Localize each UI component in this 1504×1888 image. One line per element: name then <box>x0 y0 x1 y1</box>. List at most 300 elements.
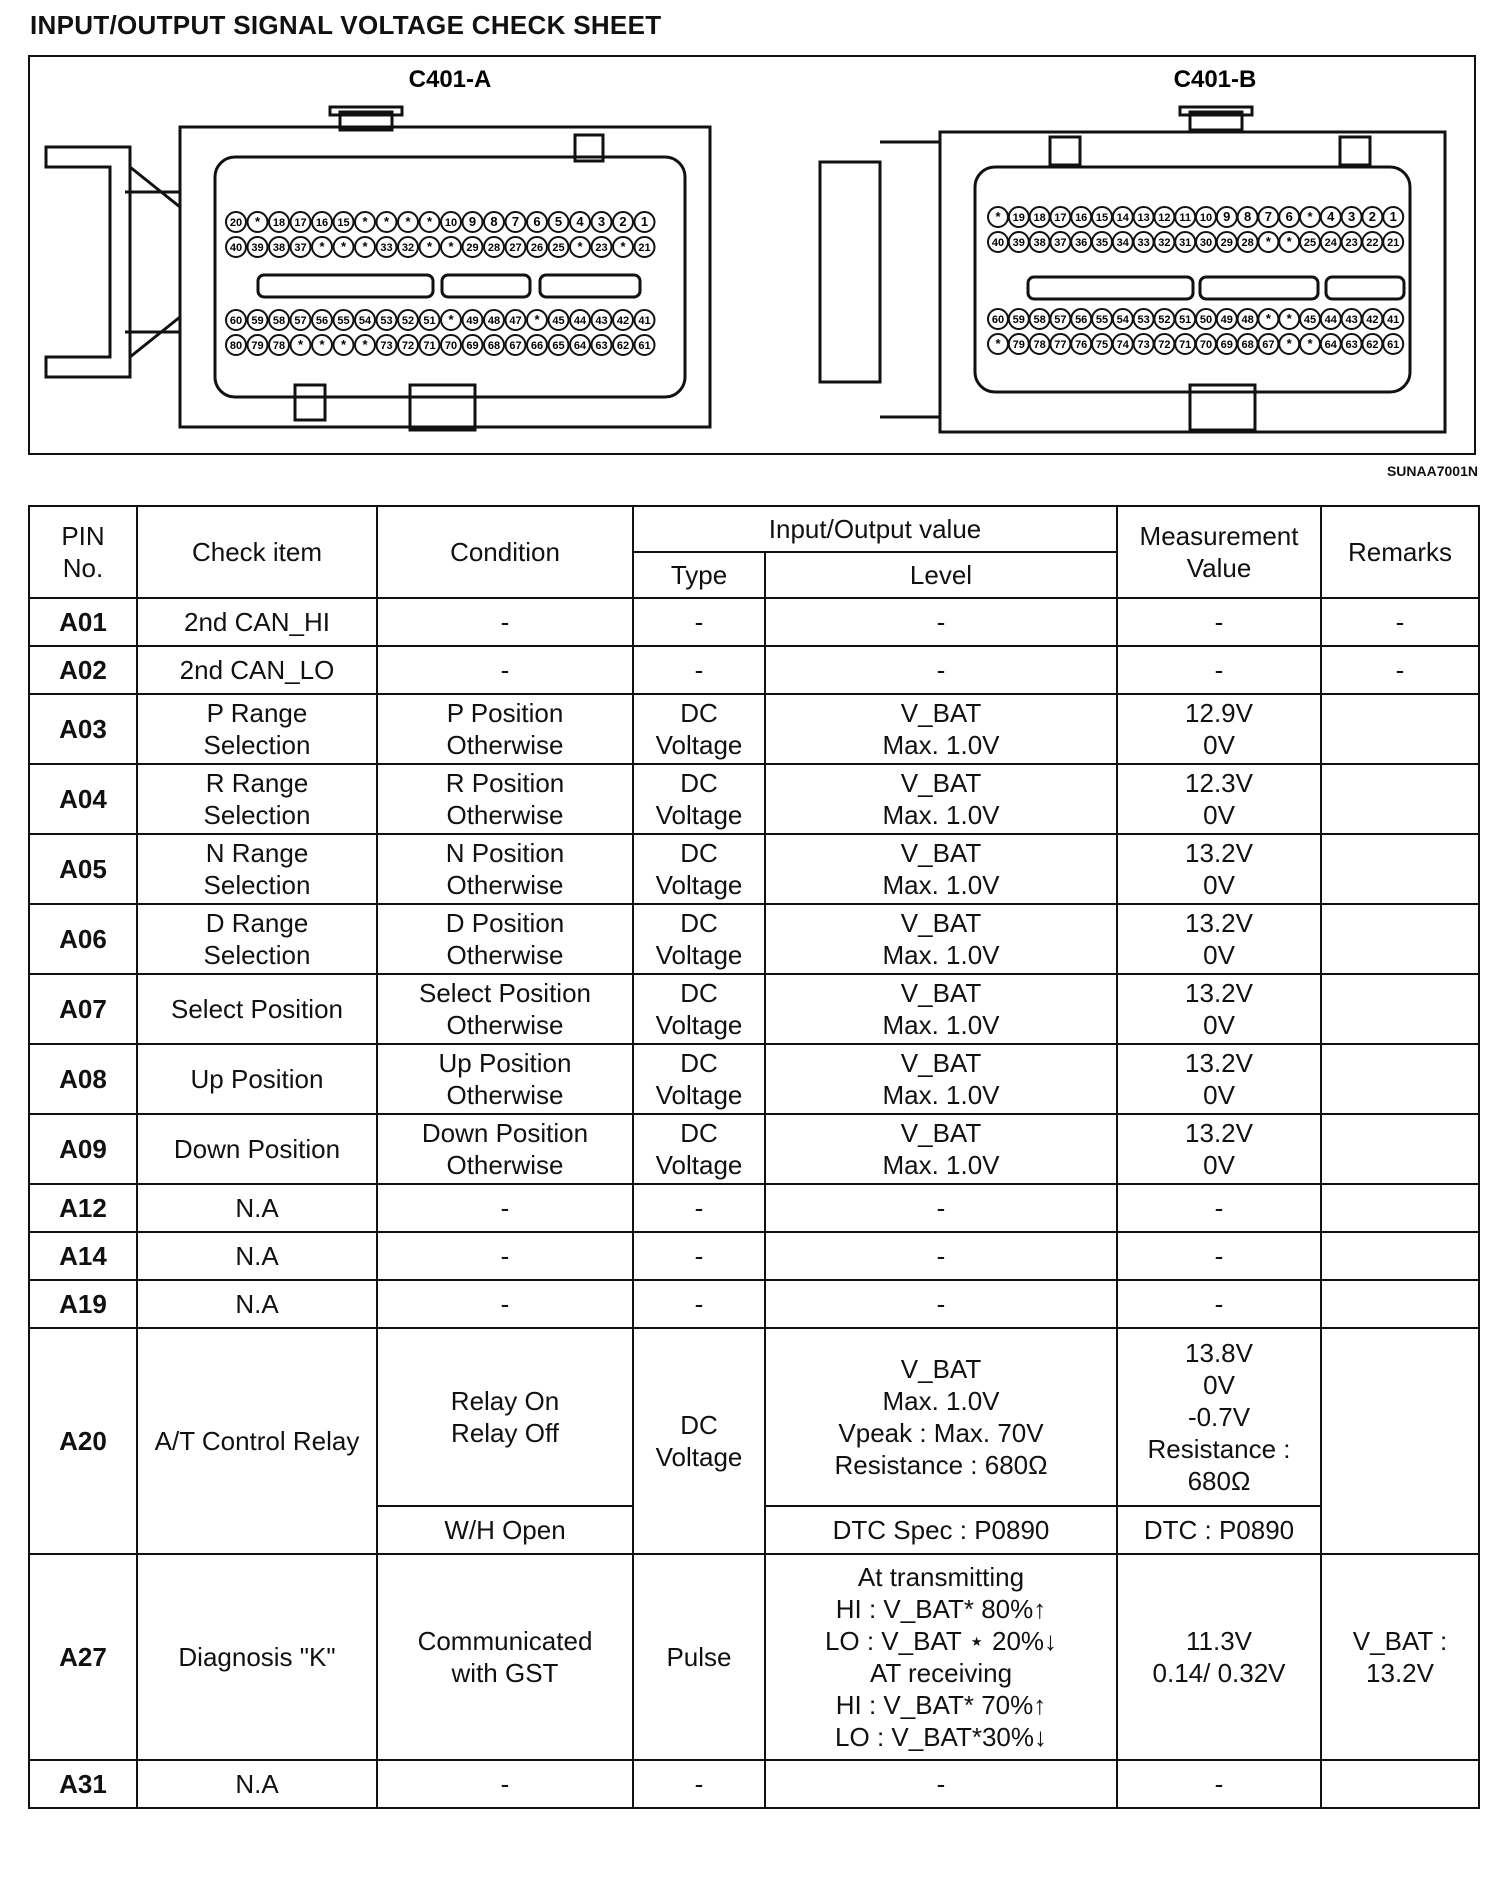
type-cell: DC Voltage <box>633 1328 765 1554</box>
connector-a-shell <box>46 107 710 430</box>
table-row <box>29 834 1479 904</box>
table-row <box>29 1184 1479 1232</box>
remarks-cell <box>1321 1760 1479 1808</box>
pin-number: 36 <box>1075 237 1088 249</box>
check-item-cell: 2nd CAN_LO <box>137 646 377 694</box>
table-row <box>29 1328 1479 1506</box>
pin-number: 10 <box>1199 212 1213 224</box>
pin-cell: A05 <box>29 834 137 904</box>
pin-number: * <box>534 312 540 327</box>
pin-number: 64 <box>1324 339 1337 351</box>
condition-cell: Select Position Otherwise <box>377 974 633 1044</box>
pin-number: 70 <box>1199 339 1213 351</box>
pin-number: 3 <box>1347 209 1356 224</box>
connector-b-shell <box>820 107 1445 432</box>
remarks-cell <box>1321 1280 1479 1328</box>
pin-cell: A06 <box>29 904 137 974</box>
connector-b-pins <box>988 207 1403 354</box>
pin-number: 57 <box>1054 314 1067 326</box>
pin-number: 49 <box>1220 314 1233 326</box>
type-cell: DC Voltage <box>633 904 765 974</box>
type-cell: - <box>633 646 765 694</box>
level-cell: V_BAT Max. 1.0V <box>765 764 1117 834</box>
pin-number: 58 <box>272 315 286 327</box>
pin-number: 25 <box>1303 237 1317 249</box>
type-cell: - <box>633 1184 765 1232</box>
pin-number: 21 <box>1387 237 1400 249</box>
pin-number: 56 <box>1075 314 1088 326</box>
pin-number: 56 <box>315 315 329 327</box>
pin-number: 74 <box>1116 339 1129 351</box>
check-item-cell: N Range Selection <box>137 834 377 904</box>
header-type: Type <box>633 552 765 598</box>
pin-number: 9 <box>468 214 477 229</box>
pin-number: 41 <box>638 315 651 327</box>
pin-number: 67 <box>1262 339 1275 351</box>
pin-number: 20 <box>229 217 243 229</box>
pin-number: 7 <box>1264 209 1273 224</box>
pin-number: * <box>1265 234 1271 249</box>
pin-number: 17 <box>294 217 307 229</box>
pin-number: 40 <box>991 237 1005 249</box>
type-cell: DC Voltage <box>633 974 765 1044</box>
pin-number: 62 <box>616 340 630 352</box>
pin-number: 32 <box>401 242 415 254</box>
pin-number: 16 <box>1075 212 1088 224</box>
pin-number: 68 <box>1241 339 1254 351</box>
pin-number: 53 <box>380 315 393 327</box>
measurement-cell: 13.2V 0V <box>1117 834 1321 904</box>
pin-number: 8 <box>1243 209 1252 224</box>
remarks-cell <box>1321 1184 1479 1232</box>
check-item-cell: R Range Selection <box>137 764 377 834</box>
pin-number: 71 <box>423 340 436 352</box>
pin-number: * <box>319 337 325 352</box>
pin-number: * <box>1307 336 1313 351</box>
pin-number: 48 <box>1241 314 1254 326</box>
condition-cell: Communicated with GST <box>377 1554 633 1760</box>
table-row <box>29 904 1479 974</box>
pin-number: 73 <box>1137 339 1150 351</box>
measurement-cell: 11.3V 0.14/ 0.32V <box>1117 1554 1321 1760</box>
pin-number: 43 <box>595 315 608 327</box>
table-row <box>29 1554 1479 1760</box>
table-row <box>29 1044 1479 1114</box>
pin-number: 77 <box>1054 339 1067 351</box>
check-item-cell: Diagnosis "K" <box>137 1554 377 1760</box>
type-cell: DC Voltage <box>633 694 765 764</box>
type-cell: - <box>633 1232 765 1280</box>
pin-number: 4 <box>576 214 584 229</box>
pin-cell: A19 <box>29 1280 137 1328</box>
condition-cell: - <box>377 1232 633 1280</box>
remarks-cell <box>1321 904 1479 974</box>
pin-number: * <box>319 239 325 254</box>
pin-number: 59 <box>1012 314 1025 326</box>
pin-number: 79 <box>251 340 264 352</box>
pin-number: 78 <box>1033 339 1046 351</box>
header-level: Level <box>765 552 1117 598</box>
pin-number: 11 <box>1179 212 1192 224</box>
table-row <box>29 694 1479 764</box>
pin-number: 65 <box>552 340 565 352</box>
pin-number: 41 <box>1387 314 1400 326</box>
type-cell: DC Voltage <box>633 764 765 834</box>
pin-number: 58 <box>1033 314 1046 326</box>
pin-number: * <box>405 214 411 229</box>
pin-number: 59 <box>251 315 264 327</box>
condition-cell: P Position Otherwise <box>377 694 633 764</box>
type-cell: - <box>633 1280 765 1328</box>
pin-number: 55 <box>337 315 350 327</box>
remarks-cell: - <box>1321 598 1479 646</box>
pin-number: 16 <box>315 217 329 229</box>
pin-number: 13 <box>1137 212 1150 224</box>
condition-cell: - <box>377 1280 633 1328</box>
level-cell: DTC Spec : P0890 <box>765 1506 1117 1554</box>
pin-number: 2 <box>619 214 627 229</box>
pin-number: 50 <box>1199 314 1213 326</box>
remarks-cell: - <box>1321 646 1479 694</box>
pin-number: 23 <box>1345 237 1358 249</box>
measurement-cell: 13.8V 0V -0.7V Resistance : 680Ω <box>1117 1328 1321 1506</box>
level-cell: V_BAT Max. 1.0V <box>765 904 1117 974</box>
pin-number: 60 <box>991 314 1005 326</box>
pin-cell: A31 <box>29 1760 137 1808</box>
pin-number: 19 <box>1012 212 1025 224</box>
pin-number: 3 <box>597 214 606 229</box>
pin-cell: A07 <box>29 974 137 1044</box>
condition-cell: Up Position Otherwise <box>377 1044 633 1114</box>
pin-number: 37 <box>294 242 307 254</box>
pin-number: * <box>448 312 454 327</box>
pin-number: * <box>362 239 368 254</box>
pin-number: 62 <box>1366 339 1379 351</box>
pin-number: 45 <box>1303 314 1317 326</box>
pin-cell: A03 <box>29 694 137 764</box>
pin-number: * <box>426 214 433 229</box>
pin-number: * <box>1286 311 1292 326</box>
pin-number: 37 <box>1054 237 1067 249</box>
pin-number: 35 <box>1095 237 1109 249</box>
header-remarks: Remarks <box>1321 506 1479 598</box>
pin-cell: A20 <box>29 1328 137 1554</box>
level-cell: - <box>765 646 1117 694</box>
level-cell: - <box>765 1184 1117 1232</box>
check-item-cell: N.A <box>137 1184 377 1232</box>
pin-number: 39 <box>1012 237 1025 249</box>
pin-number: * <box>254 214 261 229</box>
pin-number: 5 <box>554 214 563 229</box>
check-item-cell: Up Position <box>137 1044 377 1114</box>
pin-number: 30 <box>1199 237 1213 249</box>
pin-cell: A01 <box>29 598 137 646</box>
pin-number: 12 <box>1158 212 1171 224</box>
measurement-cell: - <box>1117 1280 1321 1328</box>
level-cell: V_BAT Max. 1.0V <box>765 974 1117 1044</box>
condition-cell: D Position Otherwise <box>377 904 633 974</box>
header-check-item: Check item <box>137 506 377 598</box>
measurement-cell: - <box>1117 646 1321 694</box>
pin-number: 28 <box>1241 237 1254 249</box>
header-io-value: Input/Output value <box>633 506 1117 552</box>
pin-number: 64 <box>573 340 587 352</box>
pin-number: * <box>362 214 368 229</box>
pin-number: * <box>426 239 433 254</box>
pin-number: * <box>1286 234 1292 249</box>
remarks-cell <box>1321 1232 1479 1280</box>
pin-number: 38 <box>1033 237 1046 249</box>
pin-number: 44 <box>1324 314 1337 326</box>
measurement-cell: 12.9V 0V <box>1117 694 1321 764</box>
connector-a-slots <box>258 275 640 297</box>
type-cell: DC Voltage <box>633 1114 765 1184</box>
measurement-cell: 13.2V 0V <box>1117 974 1321 1044</box>
measurement-cell: - <box>1117 598 1321 646</box>
pin-number: * <box>620 239 626 254</box>
remarks-cell <box>1321 1044 1479 1114</box>
pin-number: 18 <box>272 217 286 229</box>
pin-number: 47 <box>509 315 522 327</box>
pin-number: 31 <box>1179 237 1192 249</box>
pin-number: 78 <box>272 340 286 352</box>
pin-number: 39 <box>251 242 264 254</box>
condition-cell: - <box>377 646 633 694</box>
level-cell: - <box>765 1760 1117 1808</box>
pin-number: 22 <box>1366 237 1379 249</box>
level-cell: - <box>765 598 1117 646</box>
pin-number: 55 <box>1095 314 1109 326</box>
pin-cell: A09 <box>29 1114 137 1184</box>
pin-number: 29 <box>466 242 479 254</box>
remarks-cell <box>1321 694 1479 764</box>
pin-number: 72 <box>1158 339 1171 351</box>
pin-number: 61 <box>638 340 651 352</box>
pin-number: * <box>1265 311 1271 326</box>
measurement-cell: 13.2V 0V <box>1117 1044 1321 1114</box>
pin-number: 17 <box>1054 212 1067 224</box>
connector-a-pins <box>226 212 655 355</box>
pin-cell: A04 <box>29 764 137 834</box>
connector-b-label: C401-B <box>1173 66 1257 93</box>
measurement-cell: - <box>1117 1760 1321 1808</box>
pin-number: 4 <box>1327 209 1335 224</box>
pin-number: 54 <box>358 315 372 327</box>
pin-number: 14 <box>1116 212 1129 224</box>
pin-cell: A02 <box>29 646 137 694</box>
figure-code: SUNAA7001N <box>1386 463 1478 479</box>
remarks-cell <box>1321 1328 1479 1554</box>
pin-number: 21 <box>638 242 651 254</box>
table-row <box>29 1760 1479 1808</box>
pin-number: 49 <box>466 315 479 327</box>
pin-number: 70 <box>444 340 458 352</box>
pin-number: 80 <box>229 340 243 352</box>
pin-cell: A12 <box>29 1184 137 1232</box>
check-item-cell: N.A <box>137 1760 377 1808</box>
pin-number: 67 <box>509 340 522 352</box>
condition-cell: Relay On Relay Off <box>377 1328 633 1506</box>
pin-number: 45 <box>552 315 565 327</box>
table-row <box>29 764 1479 834</box>
connector-b-slots <box>1028 277 1404 299</box>
condition-cell: W/H Open <box>377 1506 633 1554</box>
pin-number: 69 <box>1220 339 1233 351</box>
table-row <box>29 598 1479 646</box>
pin-number: 52 <box>401 315 415 327</box>
condition-cell: - <box>377 1184 633 1232</box>
connector-drawing <box>30 57 1478 457</box>
pin-number: 57 <box>294 315 307 327</box>
condition-cell: - <box>377 1760 633 1808</box>
type-cell: DC Voltage <box>633 834 765 904</box>
type-cell: Pulse <box>633 1554 765 1760</box>
pin-number: 29 <box>1220 237 1233 249</box>
pin-number: 24 <box>1324 237 1337 249</box>
pin-cell: A08 <box>29 1044 137 1114</box>
pin-number: 27 <box>509 242 522 254</box>
pin-number: * <box>1286 336 1292 351</box>
pin-number: 2 <box>1368 209 1377 224</box>
level-cell: - <box>765 1280 1117 1328</box>
pin-number: 76 <box>1075 339 1088 351</box>
remarks-cell <box>1321 764 1479 834</box>
pin-number: 63 <box>595 340 608 352</box>
pin-number: 6 <box>1285 209 1293 224</box>
type-cell: - <box>633 598 765 646</box>
type-cell: - <box>633 1760 765 1808</box>
pin-number: 68 <box>487 340 501 352</box>
check-item-cell: D Range Selection <box>137 904 377 974</box>
pin-number: 34 <box>1116 237 1129 249</box>
header-measurement: Measurement Value <box>1117 506 1321 598</box>
level-cell: - <box>765 1232 1117 1280</box>
check-item-cell: P Range Selection <box>137 694 377 764</box>
pin-number: 51 <box>423 315 436 327</box>
pin-number: 44 <box>573 315 587 327</box>
pin-number: 66 <box>530 340 544 352</box>
pin-number: 72 <box>401 340 415 352</box>
level-cell: V_BAT Max. 1.0V <box>765 694 1117 764</box>
connector-a-label: C401-A <box>408 66 492 93</box>
pin-number: 60 <box>229 315 243 327</box>
table-row <box>29 1232 1479 1280</box>
pin-number: * <box>1307 209 1313 224</box>
pin-number: 52 <box>1158 314 1171 326</box>
connector-diagram <box>28 55 1476 455</box>
voltage-check-table <box>28 505 1480 1809</box>
page-title: INPUT/OUTPUT SIGNAL VOLTAGE CHECK SHEET <box>30 10 662 40</box>
pin-number: * <box>297 337 304 352</box>
pin-number: * <box>995 336 1001 351</box>
pin-number: 71 <box>1179 339 1192 351</box>
measurement-cell: - <box>1117 1184 1321 1232</box>
pin-number: * <box>995 209 1001 224</box>
pin-number: 48 <box>487 315 501 327</box>
pin-number: 26 <box>530 242 544 254</box>
measurement-cell: - <box>1117 1232 1321 1280</box>
pin-number: 33 <box>380 242 393 254</box>
remarks-cell <box>1321 834 1479 904</box>
pin-number: * <box>362 337 368 352</box>
pin-number: 63 <box>1345 339 1358 351</box>
pin-number: 69 <box>466 340 479 352</box>
pin-number: 75 <box>1095 339 1109 351</box>
pin-number: 51 <box>1179 314 1192 326</box>
pin-number: * <box>448 239 454 254</box>
pin-number: 15 <box>1095 212 1109 224</box>
pin-number: 42 <box>1366 314 1379 326</box>
header-pin: PIN No. <box>29 506 137 598</box>
measurement-cell: 12.3V 0V <box>1117 764 1321 834</box>
check-item-cell: 2nd CAN_HI <box>137 598 377 646</box>
pin-number: 43 <box>1345 314 1358 326</box>
pin-number: 79 <box>1012 339 1025 351</box>
pin-number: * <box>383 214 390 229</box>
pin-number: 25 <box>552 242 565 254</box>
condition-cell: N Position Otherwise <box>377 834 633 904</box>
pin-number: 9 <box>1223 209 1231 224</box>
header-condition: Condition <box>377 506 633 598</box>
remarks-cell <box>1321 974 1479 1044</box>
pin-number: 33 <box>1137 237 1150 249</box>
check-item-cell: Select Position <box>137 974 377 1044</box>
pin-number: 32 <box>1158 237 1171 249</box>
condition-cell: R Position Otherwise <box>377 764 633 834</box>
level-cell: V_BAT Max. 1.0V <box>765 1114 1117 1184</box>
pin-number: 23 <box>595 242 608 254</box>
level-cell: V_BAT Max. 1.0V <box>765 834 1117 904</box>
pin-number: 54 <box>1116 314 1129 326</box>
table-row <box>29 1280 1479 1328</box>
remarks-cell <box>1321 1114 1479 1184</box>
check-item-cell: A/T Control Relay <box>137 1328 377 1554</box>
table-row <box>29 646 1479 694</box>
pin-number: 6 <box>533 214 541 229</box>
condition-cell: Down Position Otherwise <box>377 1114 633 1184</box>
pin-cell: A27 <box>29 1554 137 1760</box>
pin-number: 10 <box>444 217 458 229</box>
pin-number: 8 <box>490 214 498 229</box>
pin-number: 28 <box>487 242 501 254</box>
remarks-cell: V_BAT : 13.2V <box>1321 1554 1479 1760</box>
table-row <box>29 974 1479 1044</box>
pin-cell: A14 <box>29 1232 137 1280</box>
pin-number: * <box>340 337 347 352</box>
type-cell: DC Voltage <box>633 1044 765 1114</box>
level-cell: V_BAT Max. 1.0V Vpeak : Max. 70V Resistance : 680Ω <box>765 1328 1117 1506</box>
pin-number: 7 <box>511 214 520 229</box>
level-cell: At transmitting HI : V_BAT* 80%↑ LO : V_BAT ⋆ 20%↓ AT receiving HI : V_BAT* 70%↑ LO : V_BAT*30%↓ <box>765 1554 1117 1760</box>
pin-number: 42 <box>616 315 630 327</box>
measurement-cell: 13.2V 0V <box>1117 1114 1321 1184</box>
pin-number: 1 <box>1389 209 1397 224</box>
pin-number: * <box>577 239 583 254</box>
measurement-cell: DTC : P0890 <box>1117 1506 1321 1554</box>
check-item-cell: N.A <box>137 1280 377 1328</box>
table-row <box>29 1114 1479 1184</box>
check-item-cell: N.A <box>137 1232 377 1280</box>
check-item-cell: Down Position <box>137 1114 377 1184</box>
pin-number: 18 <box>1033 212 1046 224</box>
pin-number: 1 <box>640 214 649 229</box>
pin-number: 61 <box>1387 339 1400 351</box>
pin-number: 38 <box>272 242 286 254</box>
pin-number: 15 <box>337 217 350 229</box>
pin-number: * <box>340 239 347 254</box>
pin-number: 53 <box>1137 314 1150 326</box>
measurement-cell: 13.2V 0V <box>1117 904 1321 974</box>
